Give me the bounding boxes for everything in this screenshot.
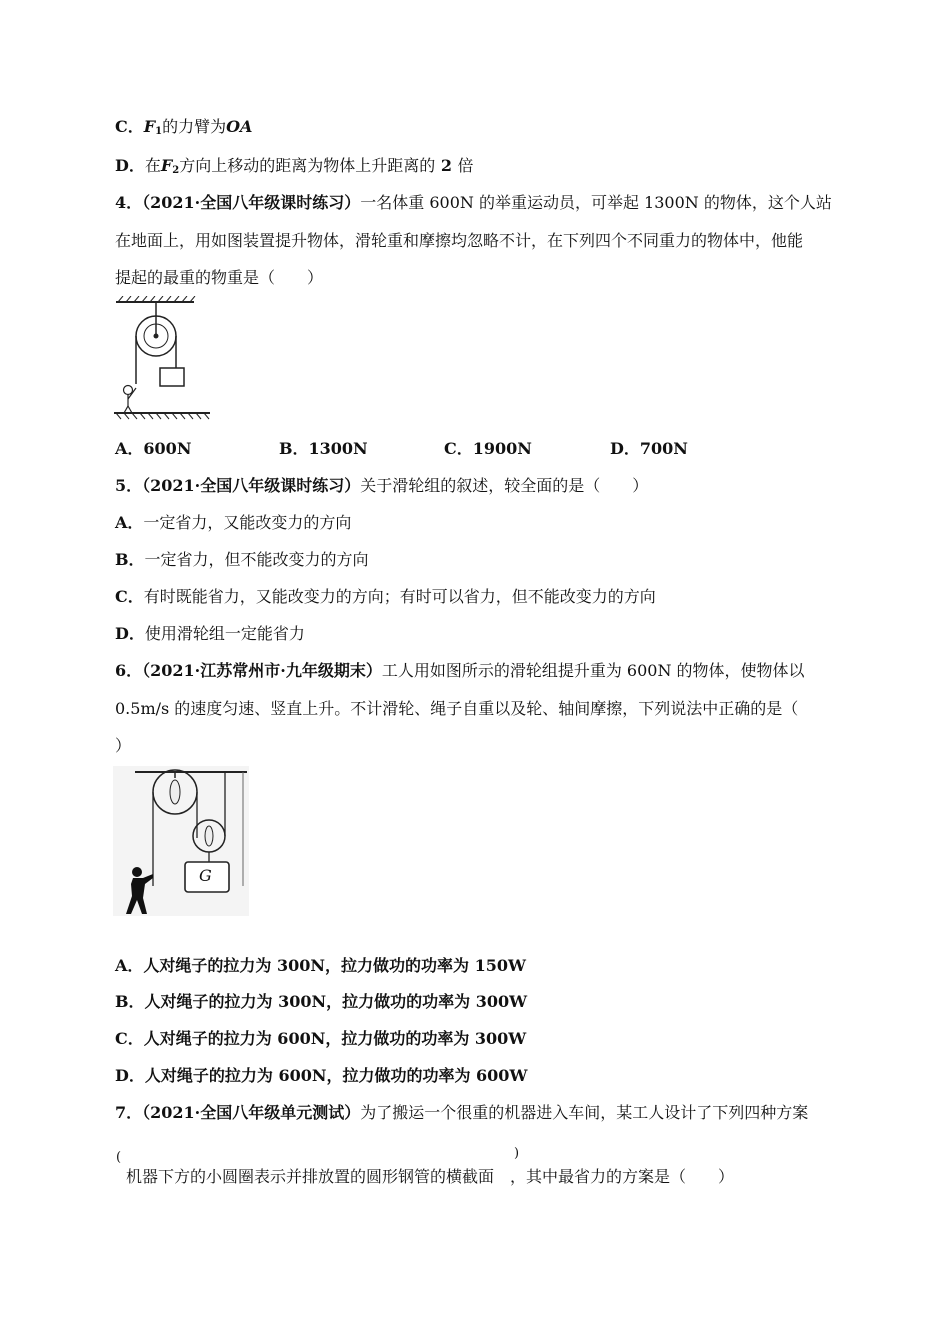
q3-option-c: C．$F_1$的力臂为OA [115,117,253,137]
q4-stem-line3: 提起的最重的物重是（ ） [115,268,324,287]
q6-option-a: A．人对绳子的拉力为 300N，拉力做功的功率为 150W [115,956,526,975]
q7-paren-open: ( [116,1150,122,1165]
q6-stem-line2: 0.5m/s 的速度匀速、竖直上升。不计滑轮、绳子自重以及轮、轴间摩擦，下列说法中正确的是（ [115,699,799,718]
q7-paren-close: ) [514,1146,520,1161]
q3-option-d: D．在$F_2$方向上移动的距离为物体上升距离的 2 倍 [115,156,474,176]
q6-stem-line3: ） [115,736,132,755]
q6-pulley-figure [113,766,249,916]
q7-stem-line1: 7．（2021·全国八年级单元测试）为了搬运一个很重的机器进入车间，某工人设计了下列四种方案 [115,1103,809,1122]
q4-pulley-figure [112,296,212,420]
q6-stem-line1: 6．（2021·江苏常州市·九年级期末）工人用如图所示的滑轮组提升重为 600N 的物体，使物体以 [115,661,805,680]
q6-figure-weight-label: G [199,866,212,885]
q4-option-c: C．1900N [444,439,532,458]
q4-stem-line1: 4．（2021·全国八年级课时练习）一名体重 600N 的举重运动员，可举起 1300N 的物体，这个人站 [115,193,832,212]
q6-option-d: D．人对绳子的拉力为 600N，拉力做功的功率为 600W [115,1066,528,1085]
q5-option-c: C．有时既能省力，又能改变力的方向；有时可以省力，但不能改变力的方向 [115,587,656,606]
q7-stem-line2: 机器下方的小圆圈表示并排放置的圆形钢管的横截面 ，其中最省力的方案是（ ） [126,1167,735,1186]
q5-stem: 5．（2021·全国八年级课时练习）关于滑轮组的叙述，较全面的是（ ） [115,476,649,495]
q5-option-b: B．一定省力，但不能改变力的方向 [115,550,369,569]
q6-option-b: B．人对绳子的拉力为 300N，拉力做功的功率为 300W [115,992,528,1011]
q5-option-d: D．使用滑轮组一定能省力 [115,624,305,643]
q4-stem-line2: 在地面上，用如图装置提升物体，滑轮重和摩擦均忽略不计，在下列四个不同重力的物体中，他能 [115,231,804,250]
q4-option-d: D．700N [610,439,688,458]
q6-option-c: C．人对绳子的拉力为 600N，拉力做功的功率为 300W [115,1029,527,1048]
q4-option-b: B．1300N [279,439,368,458]
q5-option-a: A．一定省力，又能改变力的方向 [115,513,352,532]
q6-pulley-drawing [113,766,249,916]
q4-option-a: A．600N [115,439,192,458]
